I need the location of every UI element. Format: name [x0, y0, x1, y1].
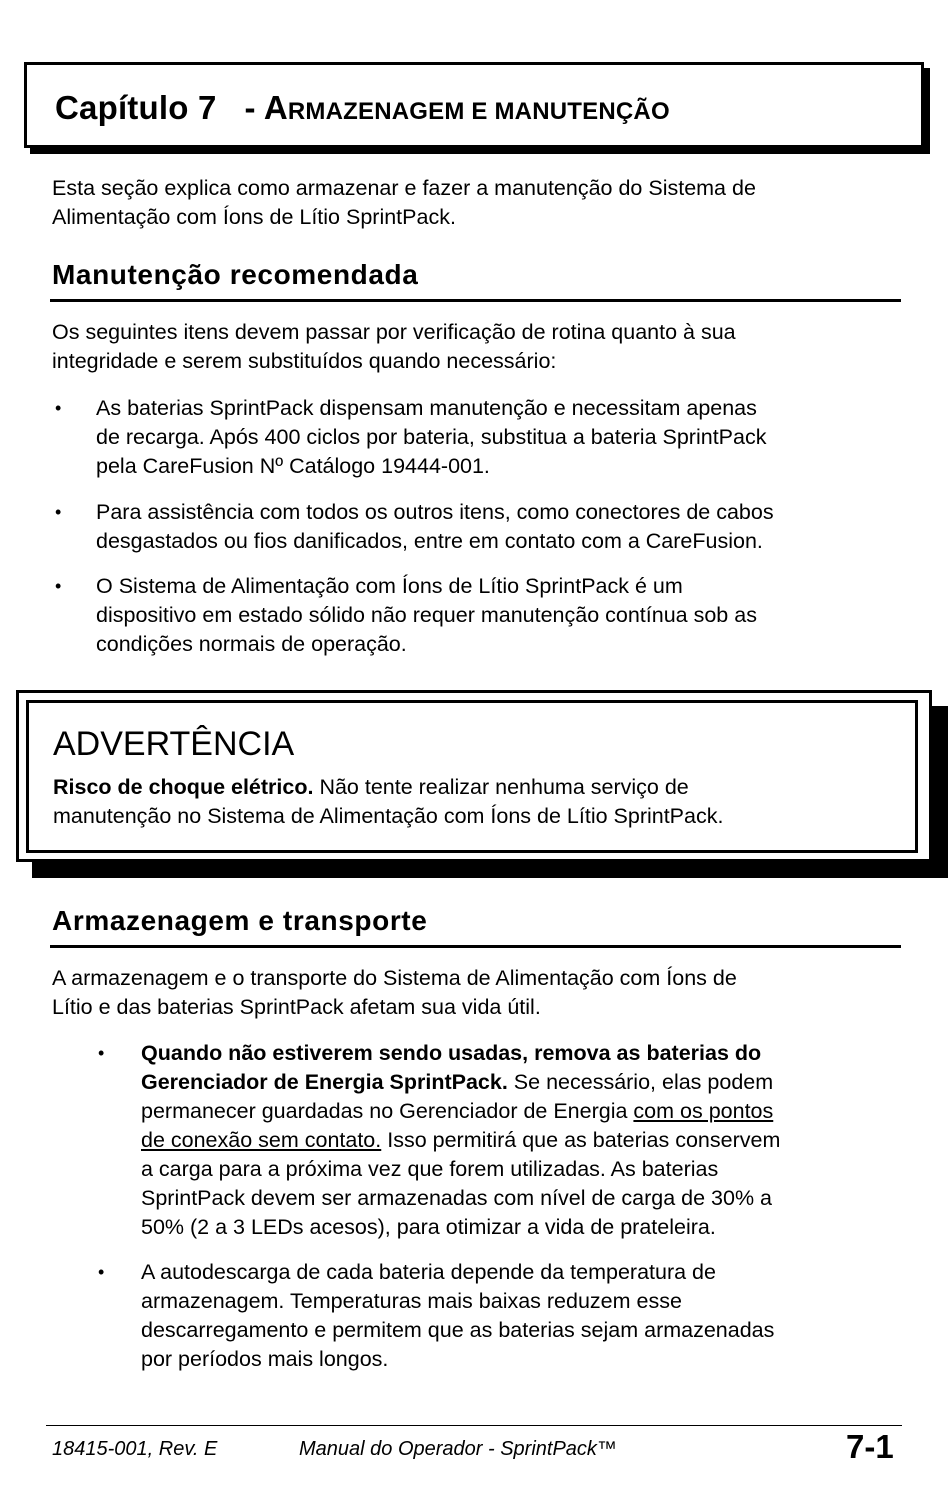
- bold-text: Gerenciador de Energia SprintPack.: [141, 1070, 508, 1094]
- intro-line: Alimentação com Íons de Lítio SprintPack.: [52, 205, 456, 229]
- bullet-line: dispositivo em estado sólido não requer manutenção contínua sob as: [96, 603, 757, 627]
- warning-box: [16, 690, 932, 862]
- underlined-text: com os pontos: [633, 1099, 774, 1123]
- warning-bold-text: Risco de choque elétrico.: [53, 775, 314, 799]
- bullet-line: desgastados ou fios danificados, entre em contato com a CareFusion.: [96, 529, 763, 553]
- footer-doc-number: 18415-001, Rev. E: [52, 1438, 218, 1460]
- storage-heading: Armazenagem e transporte: [52, 905, 428, 936]
- chapter-title-prefix: - A: [244, 89, 288, 126]
- line-text: Se necessário, elas podem: [507, 1070, 774, 1094]
- bullet-line: pela CareFusion Nº Catálogo 19444-001.: [96, 454, 490, 478]
- footer-rule: [46, 1425, 902, 1426]
- bullet-line: 50% (2 a 3 LEDs acesos), para otimizar a vida de prateleira.: [141, 1215, 716, 1239]
- chapter-title-rest: RMAZENAGEM E MANUTENÇÃO: [287, 98, 670, 125]
- bullet-line: [141, 1039, 911, 1068]
- bullet-marker: •: [55, 398, 62, 418]
- maintenance-paragraph: [52, 318, 912, 376]
- bullet-line: condições normais de operação.: [96, 632, 407, 656]
- warning-line: manutenção no Sistema de Alimentação com Íons de Lítio SprintPack.: [53, 804, 724, 828]
- heading-rule: [50, 299, 901, 302]
- footer-page-number: 7-1: [846, 1428, 894, 1465]
- bullet-line: [141, 1068, 911, 1097]
- chapter-title-box: [24, 62, 924, 148]
- bullet-line: [141, 1097, 911, 1126]
- bullet-line: Para assistência com todos os outros itens, como conectores de cabos: [96, 500, 774, 524]
- chapter-number: Capítulo 7: [55, 89, 217, 126]
- paragraph-line: integridade e serem substituídos quando necessário:: [52, 349, 557, 373]
- bullet-line: a carga para a próxima vez que forem utilizadas. As baterias: [141, 1157, 719, 1181]
- intro-paragraph: [52, 174, 912, 232]
- bullet-marker: •: [55, 502, 62, 522]
- paragraph-line: Os seguintes itens devem passar por verificação de rotina quanto à sua: [52, 320, 736, 344]
- bullet-line: descarregamento e permitem que as baterias sejam armazenadas: [141, 1318, 775, 1342]
- line-text: Isso permitirá que as baterias conservem: [381, 1128, 781, 1152]
- storage-bullet-2: [141, 1258, 911, 1374]
- paragraph-line: A armazenagem e o transporte do Sistema de Alimentação com Íons de: [52, 966, 737, 990]
- warning-inner-frame: [26, 700, 918, 853]
- bullet-marker: •: [98, 1262, 105, 1282]
- intro-line: Esta seção explica como armazenar e fazer a manutenção do Sistema de: [52, 176, 756, 200]
- storage-paragraph: [52, 964, 912, 1022]
- maintenance-bullet-3: [96, 572, 906, 659]
- warning-title: ADVERTÊNCIA: [53, 725, 295, 763]
- bullet-marker: •: [98, 1043, 105, 1063]
- bullet-line: As baterias SprintPack dispensam manutenção e necessitam apenas: [96, 396, 757, 420]
- bullet-line: SprintPack devem ser armazenadas com nível de carga de 30% a: [141, 1186, 772, 1210]
- maintenance-bullet-1: [96, 394, 906, 481]
- chapter-title: [55, 89, 670, 127]
- heading-rule: [50, 945, 901, 948]
- bullet-line: de recarga. Após 400 ciclos por bateria, substitua a bateria SprintPack: [96, 425, 767, 449]
- bold-text: Quando não estiverem sendo usadas, remova as baterias do: [141, 1041, 762, 1065]
- warning-body: [53, 773, 913, 831]
- maintenance-bullet-2: [96, 498, 906, 556]
- storage-bullet-1: [141, 1039, 911, 1242]
- footer-manual-title: Manual do Operador - SprintPack™: [299, 1438, 617, 1460]
- bullet-line: armazenagem. Temperaturas mais baixas reduzem esse: [141, 1289, 682, 1313]
- line-text: permanecer guardadas no Gerenciador de Energia: [141, 1099, 634, 1123]
- bullet-line: por períodos mais longos.: [141, 1347, 389, 1371]
- maintenance-heading: Manutenção recomendada: [52, 259, 419, 290]
- paragraph-line: Lítio e das baterias SprintPack afetam sua vida útil.: [52, 995, 541, 1019]
- bullet-line: A autodescarga de cada bateria depende da temperatura de: [141, 1260, 716, 1284]
- bullet-line: O Sistema de Alimentação com Íons de Lítio SprintPack é um: [96, 574, 683, 598]
- bullet-marker: •: [55, 576, 62, 596]
- warning-line: [53, 773, 913, 802]
- bullet-line: [141, 1126, 911, 1155]
- underlined-text: de conexão sem contato.: [141, 1128, 382, 1152]
- warning-text: Não tente realizar nenhuma serviço de: [313, 775, 689, 799]
